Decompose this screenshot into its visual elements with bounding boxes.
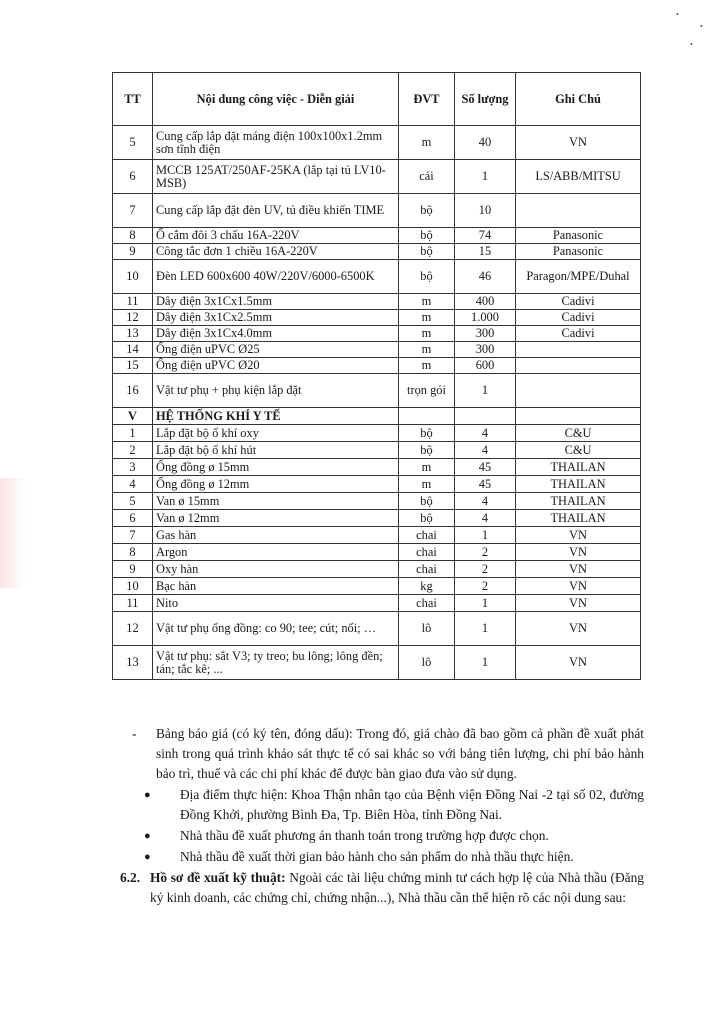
section-number: 6.2. xyxy=(120,870,141,885)
table-row xyxy=(113,342,641,358)
row-quantity: 74 xyxy=(455,228,516,244)
row-unit: bộ xyxy=(399,425,455,442)
row-number: 4 xyxy=(113,476,153,493)
row-description: Ống đồng ø 12mm xyxy=(153,476,399,493)
bullet-marker: ● xyxy=(144,851,151,863)
row-quantity: 4 xyxy=(455,442,516,459)
row-number: 15 xyxy=(113,358,153,374)
stamp-trace-mark xyxy=(0,478,26,588)
scan-speck: • xyxy=(690,40,693,49)
table-header-row xyxy=(113,73,641,126)
section-text: Ngoài các tài liệu chứng minh tư cách hợp lệ của Nhà thầu (Đăng ký kinh doanh, các chứng chỉ, chứng nhận...), Nhà thầu cần thể hiện rõ các nội dung sau: xyxy=(150,870,645,905)
row-number: 2 xyxy=(113,442,153,459)
row-note: VN xyxy=(516,126,641,160)
row-description: Lắp đặt bộ ổ khí oxy xyxy=(153,425,399,442)
row-description: Vật tư phụ ống đồng: co 90; tee; cút; nối; … xyxy=(153,612,399,646)
row-number: 5 xyxy=(113,126,153,160)
row-number: 5 xyxy=(113,493,153,510)
row-number: 8 xyxy=(113,228,153,244)
row-number: 16 xyxy=(113,374,153,408)
table-row xyxy=(113,578,641,595)
row-unit: chai xyxy=(399,561,455,578)
row-description: Van ø 12mm xyxy=(153,510,399,527)
row-number: 13 xyxy=(113,326,153,342)
row-quantity: 40 xyxy=(455,126,516,160)
row-unit: bộ xyxy=(399,510,455,527)
row-quantity: 1 xyxy=(455,595,516,612)
row-unit: bộ xyxy=(399,228,455,244)
table-row xyxy=(113,646,641,680)
row-note xyxy=(516,358,641,374)
materials-table xyxy=(112,72,641,680)
row-description: Ống điện uPVC Ø25 xyxy=(153,342,399,358)
row-description: HỆ THỐNG KHÍ Y TẾ xyxy=(153,408,399,425)
row-description: Ổ cắm đôi 3 chấu 16A-220V xyxy=(153,228,399,244)
row-description: Ống điện uPVC Ø20 xyxy=(153,358,399,374)
scan-speck: • xyxy=(676,10,679,19)
table-row xyxy=(113,228,641,244)
row-number: 13 xyxy=(113,646,153,680)
row-unit: bộ xyxy=(399,493,455,510)
table-row xyxy=(113,459,641,476)
row-quantity: 1 xyxy=(455,374,516,408)
bullet-item xyxy=(120,785,644,825)
row-number: 9 xyxy=(113,244,153,260)
row-description: Oxy hàn xyxy=(153,561,399,578)
row-note: Cadivi xyxy=(516,294,641,310)
table-row xyxy=(113,260,641,294)
row-note xyxy=(516,374,641,408)
row-number: 6 xyxy=(113,160,153,194)
row-description: Ống đồng ø 15mm xyxy=(153,459,399,476)
table-row xyxy=(113,374,641,408)
row-quantity: 45 xyxy=(455,476,516,493)
table-row xyxy=(113,408,641,425)
row-note: C&U xyxy=(516,425,641,442)
row-description: Lắp đặt bộ ổ khí hút xyxy=(153,442,399,459)
row-quantity: 600 xyxy=(455,358,516,374)
row-description: Van ø 15mm xyxy=(153,493,399,510)
row-unit: m xyxy=(399,459,455,476)
row-unit: kg xyxy=(399,578,455,595)
row-number: 1 xyxy=(113,425,153,442)
row-note: VN xyxy=(516,544,641,561)
row-unit: chai xyxy=(399,595,455,612)
row-unit: bộ xyxy=(399,194,455,228)
row-description: Dây điện 3x1Cx1.5mm xyxy=(153,294,399,310)
table-row xyxy=(113,527,641,544)
row-number: V xyxy=(113,408,153,425)
row-quantity: 300 xyxy=(455,342,516,358)
row-number: 10 xyxy=(113,578,153,595)
header-description: Nội dung công việc - Diễn giải xyxy=(153,73,399,126)
row-unit: trọn gói xyxy=(399,374,455,408)
row-quantity: 400 xyxy=(455,294,516,310)
table-row xyxy=(113,425,641,442)
table-row xyxy=(113,493,641,510)
row-quantity: 1 xyxy=(455,527,516,544)
row-description: Đèn LED 600x600 40W/220V/6000-6500K xyxy=(153,260,399,294)
row-note: VN xyxy=(516,578,641,595)
row-number: 6 xyxy=(113,510,153,527)
row-unit: bộ xyxy=(399,260,455,294)
row-quantity: 1 xyxy=(455,160,516,194)
table-row xyxy=(113,595,641,612)
row-note: VN xyxy=(516,646,641,680)
row-note: THAILAN xyxy=(516,476,641,493)
row-note: THAILAN xyxy=(516,510,641,527)
header-tt: TT xyxy=(113,73,153,126)
row-unit: m xyxy=(399,326,455,342)
row-number: 9 xyxy=(113,561,153,578)
row-note: Paragon/MPE/Duhal xyxy=(516,260,641,294)
row-quantity: 1 xyxy=(455,612,516,646)
table-row xyxy=(113,194,641,228)
row-quantity: 2 xyxy=(455,544,516,561)
row-note: THAILAN xyxy=(516,459,641,476)
row-unit: cái xyxy=(399,160,455,194)
row-note: Panasonic xyxy=(516,228,641,244)
row-unit: bộ xyxy=(399,442,455,459)
table-row xyxy=(113,126,641,160)
table-row xyxy=(113,310,641,326)
table-row xyxy=(113,160,641,194)
row-number: 11 xyxy=(113,294,153,310)
row-description: Nito xyxy=(153,595,399,612)
row-note: C&U xyxy=(516,442,641,459)
row-quantity: 1.000 xyxy=(455,310,516,326)
row-note xyxy=(516,194,641,228)
row-unit: m xyxy=(399,342,455,358)
price-quote-text: Bảng báo giá (có ký tên, đóng dấu): Trong đó, giá chào đã bao gồm cả phần đề xuất phát sinh trong quá trình khảo sát thực tế có sai khác so với bảng tiên lượng, chi phí bảo hành bảo trì, thuế và các chi phí khác để được bàn giao đưa vào sử dụng. xyxy=(156,726,644,781)
row-number: 8 xyxy=(113,544,153,561)
row-quantity xyxy=(455,408,516,425)
price-quote-note xyxy=(120,724,644,784)
row-quantity: 300 xyxy=(455,326,516,342)
table-row xyxy=(113,358,641,374)
row-unit: m xyxy=(399,476,455,493)
bullet-text: Địa điểm thực hiện: Khoa Thận nhân tạo của Bệnh viện Đồng Nai -2 tại số 02, đường Đồng Khởi, phường Bình Đa, Tp. Biên Hòa, tỉnh Đồng Nai. xyxy=(180,787,644,822)
row-quantity: 4 xyxy=(455,510,516,527)
notes-section xyxy=(120,724,644,908)
row-note: VN xyxy=(516,612,641,646)
row-quantity: 45 xyxy=(455,459,516,476)
row-note xyxy=(516,342,641,358)
row-description: MCCB 125AT/250AF-25KA (lắp tại tủ LV10-MSB) xyxy=(153,160,399,194)
row-description: Bạc hàn xyxy=(153,578,399,595)
bullet-item xyxy=(120,826,644,846)
row-description: Vật tư phụ: sắt V3; ty treo; bu lông; lông đền; tán; tắc kê; ... xyxy=(153,646,399,680)
row-note: LS/ABB/MITSU xyxy=(516,160,641,194)
row-description: Vật tư phụ + phụ kiện lắp đặt xyxy=(153,374,399,408)
header-quantity: Số lượng xyxy=(455,73,516,126)
table-row xyxy=(113,326,641,342)
row-quantity: 15 xyxy=(455,244,516,260)
section-title: Hồ sơ đề xuất kỹ thuật: xyxy=(150,870,286,885)
row-description: Công tắc đơn 1 chiều 16A-220V xyxy=(153,244,399,260)
dash-marker: - xyxy=(132,726,137,741)
header-note: Ghi Chú xyxy=(516,73,641,126)
row-unit: m xyxy=(399,310,455,326)
row-number: 12 xyxy=(113,310,153,326)
table-row xyxy=(113,442,641,459)
row-note: VN xyxy=(516,527,641,544)
row-note: Panasonic xyxy=(516,244,641,260)
row-number: 14 xyxy=(113,342,153,358)
row-quantity: 4 xyxy=(455,425,516,442)
row-description: Gas hàn xyxy=(153,527,399,544)
row-number: 11 xyxy=(113,595,153,612)
row-unit: m xyxy=(399,358,455,374)
row-unit: lô xyxy=(399,646,455,680)
bullet-text: Nhà thầu đề xuất thời gian bảo hành cho sản phẩm do nhà thầu thực hiện. xyxy=(180,849,574,864)
bullet-marker: ● xyxy=(144,789,151,801)
row-number: 7 xyxy=(113,194,153,228)
row-quantity: 2 xyxy=(455,578,516,595)
row-quantity: 46 xyxy=(455,260,516,294)
table-row xyxy=(113,476,641,493)
table-row xyxy=(113,544,641,561)
row-unit: bộ xyxy=(399,244,455,260)
row-description: Dây điện 3x1Cx4.0mm xyxy=(153,326,399,342)
section-6-2 xyxy=(120,868,644,908)
row-description: Cung cấp lắp đặt máng điện 100x100x1.2mm sơn tĩnh điện xyxy=(153,126,399,160)
row-note: THAILAN xyxy=(516,493,641,510)
header-unit: ĐVT xyxy=(399,73,455,126)
row-note xyxy=(516,408,641,425)
row-number: 7 xyxy=(113,527,153,544)
row-description: Argon xyxy=(153,544,399,561)
row-note: VN xyxy=(516,595,641,612)
table-row xyxy=(113,294,641,310)
row-number: 12 xyxy=(113,612,153,646)
row-note: VN xyxy=(516,561,641,578)
row-unit: chai xyxy=(399,544,455,561)
bullet-item xyxy=(120,847,644,867)
table-row xyxy=(113,244,641,260)
row-quantity: 10 xyxy=(455,194,516,228)
row-description: Dây điện 3x1Cx2.5mm xyxy=(153,310,399,326)
row-quantity: 2 xyxy=(455,561,516,578)
row-number: 10 xyxy=(113,260,153,294)
row-note: Cadivi xyxy=(516,310,641,326)
table-row xyxy=(113,612,641,646)
row-unit: chai xyxy=(399,527,455,544)
row-quantity: 4 xyxy=(455,493,516,510)
row-description: Cung cấp lắp đặt đèn UV, tủ điều khiển TIME xyxy=(153,194,399,228)
row-unit: m xyxy=(399,294,455,310)
row-note: Cadivi xyxy=(516,326,641,342)
bullet-marker: ● xyxy=(144,830,151,842)
bullet-text: Nhà thầu đề xuất phương án thanh toán trong trường hợp được chọn. xyxy=(180,828,549,843)
row-unit: m xyxy=(399,126,455,160)
scan-speck: • xyxy=(700,22,703,31)
row-unit xyxy=(399,408,455,425)
table-row xyxy=(113,510,641,527)
row-unit: lô xyxy=(399,612,455,646)
row-number: 3 xyxy=(113,459,153,476)
row-quantity: 1 xyxy=(455,646,516,680)
table-row xyxy=(113,561,641,578)
